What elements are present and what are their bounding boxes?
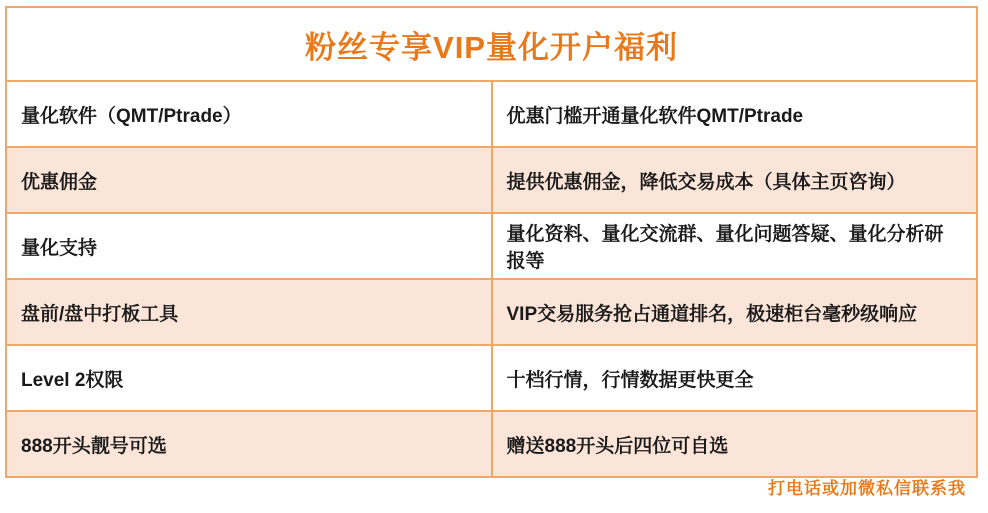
benefit-table (5, 6, 978, 478)
row-value-tools: VIP交易服务抢占通道排名，极速柜台毫秒级响应 (492, 279, 978, 345)
row-label-commission: 优惠佣金 (6, 147, 492, 213)
contact-note: 打电话或加微私信联系我 (768, 479, 966, 498)
table-row (6, 81, 977, 147)
row-value-level2: 十档行情，行情数据更快更全 (492, 345, 978, 411)
table-row (6, 147, 977, 213)
benefit-table-body (6, 7, 977, 477)
table-row (6, 345, 977, 411)
title-row (6, 7, 977, 81)
row-value-software: 优惠门槛开通量化软件QMT/Ptrade (492, 81, 978, 147)
page-title: 粉丝专享VIP量化开户福利 (6, 7, 977, 81)
row-label-vanity-number: 888开头靓号可选 (6, 411, 492, 477)
table-row (6, 279, 977, 345)
table-row (6, 411, 977, 477)
row-label-support: 量化支持 (6, 213, 492, 279)
row-value-vanity-number: 赠送888开头后四位可自选 (492, 411, 978, 477)
row-label-level2: Level 2权限 (6, 345, 492, 411)
row-value-support: 量化资料、量化交流群、量化问题答疑、量化分析研报等 (492, 213, 978, 279)
table-row (6, 213, 977, 279)
row-label-tools: 盘前/盘中打板工具 (6, 279, 492, 345)
row-label-software: 量化软件（QMT/Ptrade） (6, 81, 492, 147)
row-value-commission: 提供优惠佣金，降低交易成本（具体主页咨询） (492, 147, 978, 213)
